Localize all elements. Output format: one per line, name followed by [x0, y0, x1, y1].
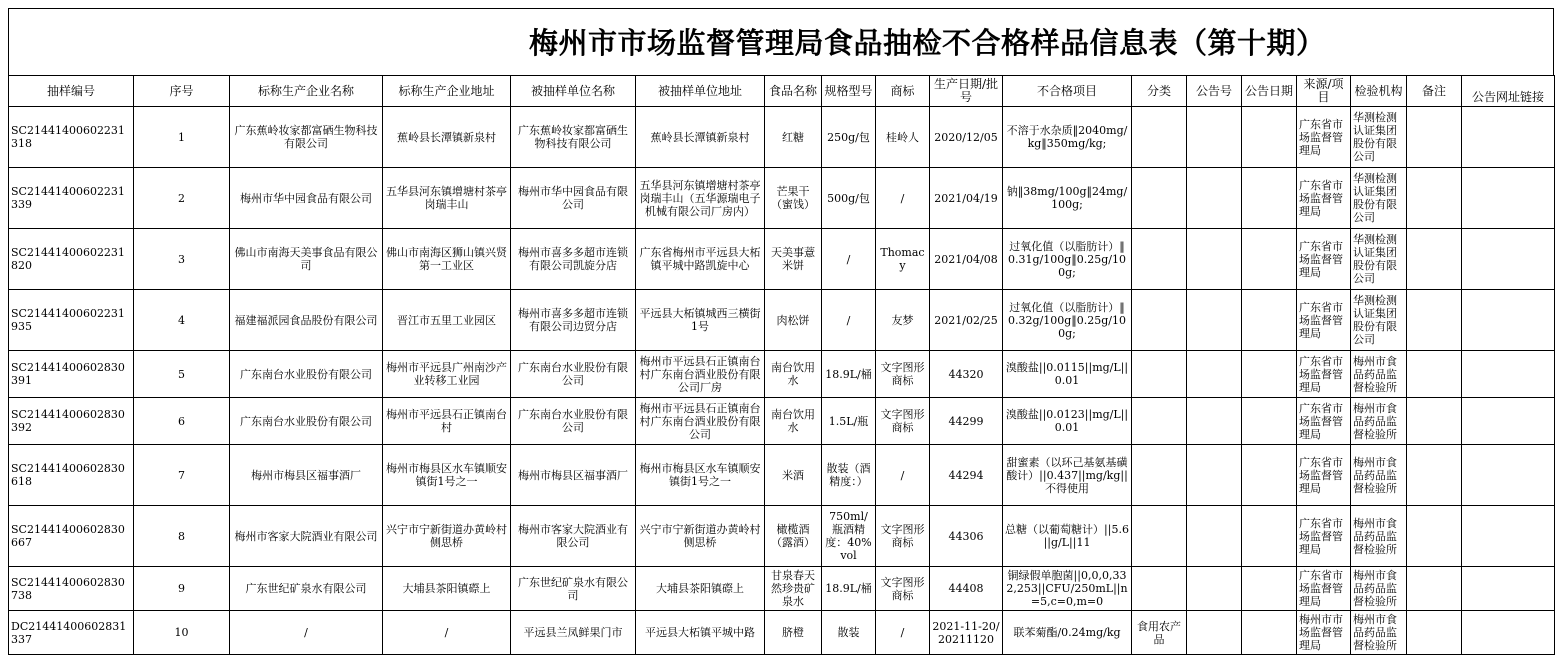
sampled-address-cell: 梅州市平远县石正镇南台村广东南台酒业股份有限公司 — [636, 398, 765, 445]
maker-name-cell: 梅州市梅县区福事酒厂 — [230, 445, 383, 506]
category-cell — [1132, 506, 1187, 567]
notice-url-cell — [1462, 229, 1555, 290]
failed-item-cell: 总糖（以葡萄糖计）||5.6||g/L||11 — [1003, 506, 1132, 567]
sample-code-cell: SC21441400602231318 — [9, 107, 134, 168]
col-header: 公告号 — [1187, 76, 1242, 107]
col-header: 来源/项目 — [1297, 76, 1351, 107]
col-header: 标称生产企业地址 — [383, 76, 511, 107]
notice-date-cell — [1242, 567, 1297, 611]
table-row — [9, 398, 1555, 445]
col-header: 抽样编号 — [9, 76, 134, 107]
date-cell: 2021/04/08 — [930, 229, 1003, 290]
source-cell: 广东省市场监督管理局 — [1297, 290, 1351, 351]
notice-no-cell — [1187, 398, 1242, 445]
lab-cell: 梅州市食品药品监督检验所 — [1351, 398, 1407, 445]
maker-name-cell: 广东南台水业股份有限公司 — [230, 351, 383, 398]
remark-cell — [1407, 107, 1462, 168]
table-row — [9, 445, 1555, 506]
col-header: 商标 — [876, 76, 930, 107]
remark-cell — [1407, 567, 1462, 611]
seq-cell: 1 — [134, 107, 230, 168]
maker-address-cell: 佛山市南海区狮山镇兴贤第一工业区 — [383, 229, 511, 290]
source-cell: 广东省市场监督管理局 — [1297, 168, 1351, 229]
sampled-unit-cell: 梅州市客家大院酒业有限公司 — [511, 506, 636, 567]
notice-date-cell — [1242, 107, 1297, 168]
spec-cell: 750ml/瓶酒精度：40%vol — [822, 506, 876, 567]
seq-cell: 9 — [134, 567, 230, 611]
source-cell: 梅州市市场监督管理局 — [1297, 611, 1351, 655]
title-row — [8, 8, 1554, 75]
failed-item-cell: 甜蜜素（以环己基氨基磺酸计）||0.437||mg/kg||不得使用 — [1003, 445, 1132, 506]
date-cell: 44299 — [930, 398, 1003, 445]
notice-no-cell — [1187, 506, 1242, 567]
spec-cell: 18.9L/桶 — [822, 351, 876, 398]
source-cell: 广东省市场监督管理局 — [1297, 107, 1351, 168]
failed-item-cell: 钠‖38mg/100g‖24mg/100g; — [1003, 168, 1132, 229]
seq-cell: 5 — [134, 351, 230, 398]
failed-item-cell: 过氧化值（以脂肪计）‖0.32g/100g‖0.25g/100g; — [1003, 290, 1132, 351]
table-row — [9, 290, 1555, 351]
brand-cell: 文字图形商标 — [876, 567, 930, 611]
sampled-unit-cell: 广东蕉岭妆家都富硒生物科技有限公司 — [511, 107, 636, 168]
notice-no-cell — [1187, 445, 1242, 506]
maker-address-cell: 晋江市五里工业园区 — [383, 290, 511, 351]
col-header: 公告日期 — [1242, 76, 1297, 107]
brand-cell: 文字图形商标 — [876, 398, 930, 445]
seq-cell: 7 — [134, 445, 230, 506]
lab-cell: 梅州市食品药品监督检验所 — [1351, 567, 1407, 611]
table-body — [9, 107, 1555, 655]
remark-cell — [1407, 168, 1462, 229]
col-header: 食品名称 — [765, 76, 822, 107]
sample-code-cell: DC21441400602831337 — [9, 611, 134, 655]
remark-cell — [1407, 351, 1462, 398]
notice-no-cell — [1187, 168, 1242, 229]
notice-url-cell — [1462, 107, 1555, 168]
brand-cell: 桂岭人 — [876, 107, 930, 168]
sampled-unit-cell: 广东南台水业股份有限公司 — [511, 351, 636, 398]
col-header: 生产日期/批号 — [930, 76, 1003, 107]
maker-name-cell: 梅州市客家大院酒业有限公司 — [230, 506, 383, 567]
food-name-cell: 脐橙 — [765, 611, 822, 655]
table-row — [9, 567, 1555, 611]
spec-cell: / — [822, 229, 876, 290]
data-table — [8, 75, 1555, 655]
notice-no-cell — [1187, 107, 1242, 168]
sampled-unit-cell: 梅州市梅县区福事酒厂 — [511, 445, 636, 506]
spec-cell: / — [822, 290, 876, 351]
remark-cell — [1407, 506, 1462, 567]
category-cell — [1132, 107, 1187, 168]
lab-cell: 华测检测认证集团股份有限公司 — [1351, 229, 1407, 290]
brand-cell: Thomacy — [876, 229, 930, 290]
lab-cell: 华测检测认证集团股份有限公司 — [1351, 290, 1407, 351]
food-name-cell: 芒果干（蜜饯） — [765, 168, 822, 229]
sample-code-cell: SC21441400602231339 — [9, 168, 134, 229]
maker-name-cell: 梅州市华中园食品有限公司 — [230, 168, 383, 229]
sampled-unit-cell: 梅州市华中园食品有限公司 — [511, 168, 636, 229]
notice-no-cell — [1187, 351, 1242, 398]
failed-item-cell: 溴酸盐||0.0115||mg/L||0.01 — [1003, 351, 1132, 398]
notice-date-cell — [1242, 398, 1297, 445]
sample-code-cell: SC21441400602830392 — [9, 398, 134, 445]
date-cell: 2020/12/05 — [930, 107, 1003, 168]
col-header: 检验机构 — [1351, 76, 1407, 107]
notice-url-cell — [1462, 506, 1555, 567]
maker-address-cell: / — [383, 611, 511, 655]
sampled-unit-cell: 梅州市喜多多超市连锁有限公司边贸分店 — [511, 290, 636, 351]
table-row — [9, 168, 1555, 229]
brand-cell: / — [876, 445, 930, 506]
spec-cell: 1.5L/瓶 — [822, 398, 876, 445]
col-header: 分类 — [1132, 76, 1187, 107]
maker-address-cell: 蕉岭县长潭镇新泉村 — [383, 107, 511, 168]
notice-url-cell — [1462, 168, 1555, 229]
date-cell: 2021/02/25 — [930, 290, 1003, 351]
seq-cell: 6 — [134, 398, 230, 445]
sampled-address-cell: 大埔县茶阳镇磜上 — [636, 567, 765, 611]
sampled-address-cell: 兴宁市宁新街道办黄岭村侧思桥 — [636, 506, 765, 567]
sampled-unit-cell: 广东南台水业股份有限公司 — [511, 398, 636, 445]
sampled-address-cell: 广东省梅州市平远县大柘镇平城中路凯旋中心 — [636, 229, 765, 290]
food-name-cell: 红糖 — [765, 107, 822, 168]
notice-url-cell — [1462, 567, 1555, 611]
maker-name-cell: / — [230, 611, 383, 655]
category-cell — [1132, 290, 1187, 351]
col-header: 被抽样单位地址 — [636, 76, 765, 107]
maker-name-cell: 佛山市南海天美事食品有限公司 — [230, 229, 383, 290]
maker-address-cell: 梅州市梅县区水车镇顺安镇街1号之一 — [383, 445, 511, 506]
sample-code-cell: SC21441400602231820 — [9, 229, 134, 290]
col-header: 备注 — [1407, 76, 1462, 107]
col-header: 标称生产企业名称 — [230, 76, 383, 107]
source-cell: 广东省市场监督管理局 — [1297, 567, 1351, 611]
sampled-address-cell: 梅州市梅县区水车镇顺安镇街1号之一 — [636, 445, 765, 506]
food-name-cell: 米酒 — [765, 445, 822, 506]
sampled-address-cell: 梅州市平远县石正镇南台村广东南台酒业股份有限公司厂房 — [636, 351, 765, 398]
sampled-address-cell: 平远县大柘镇平城中路 — [636, 611, 765, 655]
col-header: 公告网址链接 — [1462, 76, 1555, 107]
notice-date-cell — [1242, 168, 1297, 229]
maker-name-cell: 广东蕉岭妆家都富硒生物科技有限公司 — [230, 107, 383, 168]
maker-name-cell: 广东南台水业股份有限公司 — [230, 398, 383, 445]
sample-code-cell: SC21441400602830667 — [9, 506, 134, 567]
col-header: 被抽样单位名称 — [511, 76, 636, 107]
notice-no-cell — [1187, 229, 1242, 290]
notice-date-cell — [1242, 506, 1297, 567]
lab-cell: 梅州市食品药品监督检验所 — [1351, 611, 1407, 655]
sampled-unit-cell: 梅州市喜多多超市连锁有限公司凯旋分店 — [511, 229, 636, 290]
sample-code-cell: SC21441400602231935 — [9, 290, 134, 351]
notice-date-cell — [1242, 445, 1297, 506]
remark-cell — [1407, 229, 1462, 290]
seq-cell: 3 — [134, 229, 230, 290]
lab-cell: 梅州市食品药品监督检验所 — [1351, 506, 1407, 567]
maker-address-cell: 兴宁市宁新街道办黄岭村侧思桥 — [383, 506, 511, 567]
failed-item-cell: 溴酸盐||0.0123||mg/L||0.01 — [1003, 398, 1132, 445]
brand-cell: 文字图形商标 — [876, 506, 930, 567]
sample-code-cell: SC21441400602830391 — [9, 351, 134, 398]
source-cell: 广东省市场监督管理局 — [1297, 351, 1351, 398]
brand-cell: 友梦 — [876, 290, 930, 351]
table-row — [9, 506, 1555, 567]
notice-no-cell — [1187, 567, 1242, 611]
remark-cell — [1407, 290, 1462, 351]
food-name-cell: 甘泉春天然珍贵矿泉水 — [765, 567, 822, 611]
category-cell — [1132, 351, 1187, 398]
lab-cell: 梅州市食品药品监督检验所 — [1351, 445, 1407, 506]
notice-date-cell — [1242, 229, 1297, 290]
date-cell: 2021-11-20/20211120 — [930, 611, 1003, 655]
food-name-cell: 南台饮用水 — [765, 351, 822, 398]
source-cell: 广东省市场监督管理局 — [1297, 398, 1351, 445]
notice-date-cell — [1242, 351, 1297, 398]
sample-code-cell: SC21441400602830738 — [9, 567, 134, 611]
info-sheet — [8, 8, 1554, 655]
seq-cell: 10 — [134, 611, 230, 655]
maker-address-cell: 五华县河东镇增塘村茶亭岗瑞丰山 — [383, 168, 511, 229]
table-row — [9, 351, 1555, 398]
table-row — [9, 229, 1555, 290]
notice-url-cell — [1462, 351, 1555, 398]
remark-cell — [1407, 398, 1462, 445]
lab-cell: 华测检测认证集团股份有限公司 — [1351, 107, 1407, 168]
food-name-cell: 南台饮用水 — [765, 398, 822, 445]
brand-cell: 文字图形商标 — [876, 351, 930, 398]
sampled-address-cell: 蕉岭县长潭镇新泉村 — [636, 107, 765, 168]
date-cell: 44306 — [930, 506, 1003, 567]
notice-url-cell — [1462, 445, 1555, 506]
remark-cell — [1407, 445, 1462, 506]
category-cell — [1132, 398, 1187, 445]
col-header: 序号 — [134, 76, 230, 107]
sampled-unit-cell: 平远县兰凤鲜果门市 — [511, 611, 636, 655]
sampled-address-cell: 五华县河东镇增塘村茶亭岗瑞丰山（五华源瑞电子机械有限公司厂房内） — [636, 168, 765, 229]
notice-no-cell — [1187, 290, 1242, 351]
header-row — [9, 76, 1555, 107]
lab-cell: 梅州市食品药品监督检验所 — [1351, 351, 1407, 398]
maker-name-cell: 广东世纪矿泉水有限公司 — [230, 567, 383, 611]
seq-cell: 2 — [134, 168, 230, 229]
table-row — [9, 107, 1555, 168]
page-title: 梅州市市场监督管理局食品抽检不合格样品信息表（第十期） — [529, 26, 1326, 60]
seq-cell: 4 — [134, 290, 230, 351]
category-cell: 食用农产品 — [1132, 611, 1187, 655]
spec-cell: 18.9L/桶 — [822, 567, 876, 611]
lab-cell: 华测检测认证集团股份有限公司 — [1351, 168, 1407, 229]
date-cell: 44320 — [930, 351, 1003, 398]
col-header: 规格型号 — [822, 76, 876, 107]
failed-item-cell: 铜绿假单胞菌||0,0,0,332,253||CFU/250mL||n=5,c=0,m=0 — [1003, 567, 1132, 611]
date-cell: 44294 — [930, 445, 1003, 506]
category-cell — [1132, 168, 1187, 229]
spec-cell: 散装 — [822, 611, 876, 655]
spec-cell: 250g/包 — [822, 107, 876, 168]
source-cell: 广东省市场监督管理局 — [1297, 229, 1351, 290]
category-cell — [1132, 445, 1187, 506]
brand-cell: / — [876, 168, 930, 229]
food-name-cell: 天美事薏米饼 — [765, 229, 822, 290]
seq-cell: 8 — [134, 506, 230, 567]
notice-url-cell — [1462, 290, 1555, 351]
source-cell: 广东省市场监督管理局 — [1297, 445, 1351, 506]
spec-cell: 散装（酒精度：） — [822, 445, 876, 506]
spec-cell: 500g/包 — [822, 168, 876, 229]
sampled-address-cell: 平远县大柘镇城西三横街1号 — [636, 290, 765, 351]
failed-item-cell: 不溶于水杂质‖2040mg/kg‖350mg/kg; — [1003, 107, 1132, 168]
maker-address-cell: 大埔县茶阳镇磜上 — [383, 567, 511, 611]
maker-address-cell: 梅州市平远县广州南沙产业转移工业园 — [383, 351, 511, 398]
category-cell — [1132, 567, 1187, 611]
brand-cell: / — [876, 611, 930, 655]
maker-name-cell: 福建福派园食品股份有限公司 — [230, 290, 383, 351]
failed-item-cell: 过氧化值（以脂肪计）‖0.31g/100g‖0.25g/100g; — [1003, 229, 1132, 290]
source-cell: 广东省市场监督管理局 — [1297, 506, 1351, 567]
notice-url-cell — [1462, 398, 1555, 445]
category-cell — [1132, 229, 1187, 290]
food-name-cell: 橄榄酒（露酒） — [765, 506, 822, 567]
notice-date-cell — [1242, 290, 1297, 351]
food-name-cell: 肉松饼 — [765, 290, 822, 351]
date-cell: 44408 — [930, 567, 1003, 611]
sampled-unit-cell: 广东世纪矿泉水有限公司 — [511, 567, 636, 611]
maker-address-cell: 梅州市平远县石正镇南台村 — [383, 398, 511, 445]
sample-code-cell: SC21441400602830618 — [9, 445, 134, 506]
failed-item-cell: 联苯菊酯/0.24mg/kg — [1003, 611, 1132, 655]
date-cell: 2021/04/19 — [930, 168, 1003, 229]
col-header: 不合格项目 — [1003, 76, 1132, 107]
